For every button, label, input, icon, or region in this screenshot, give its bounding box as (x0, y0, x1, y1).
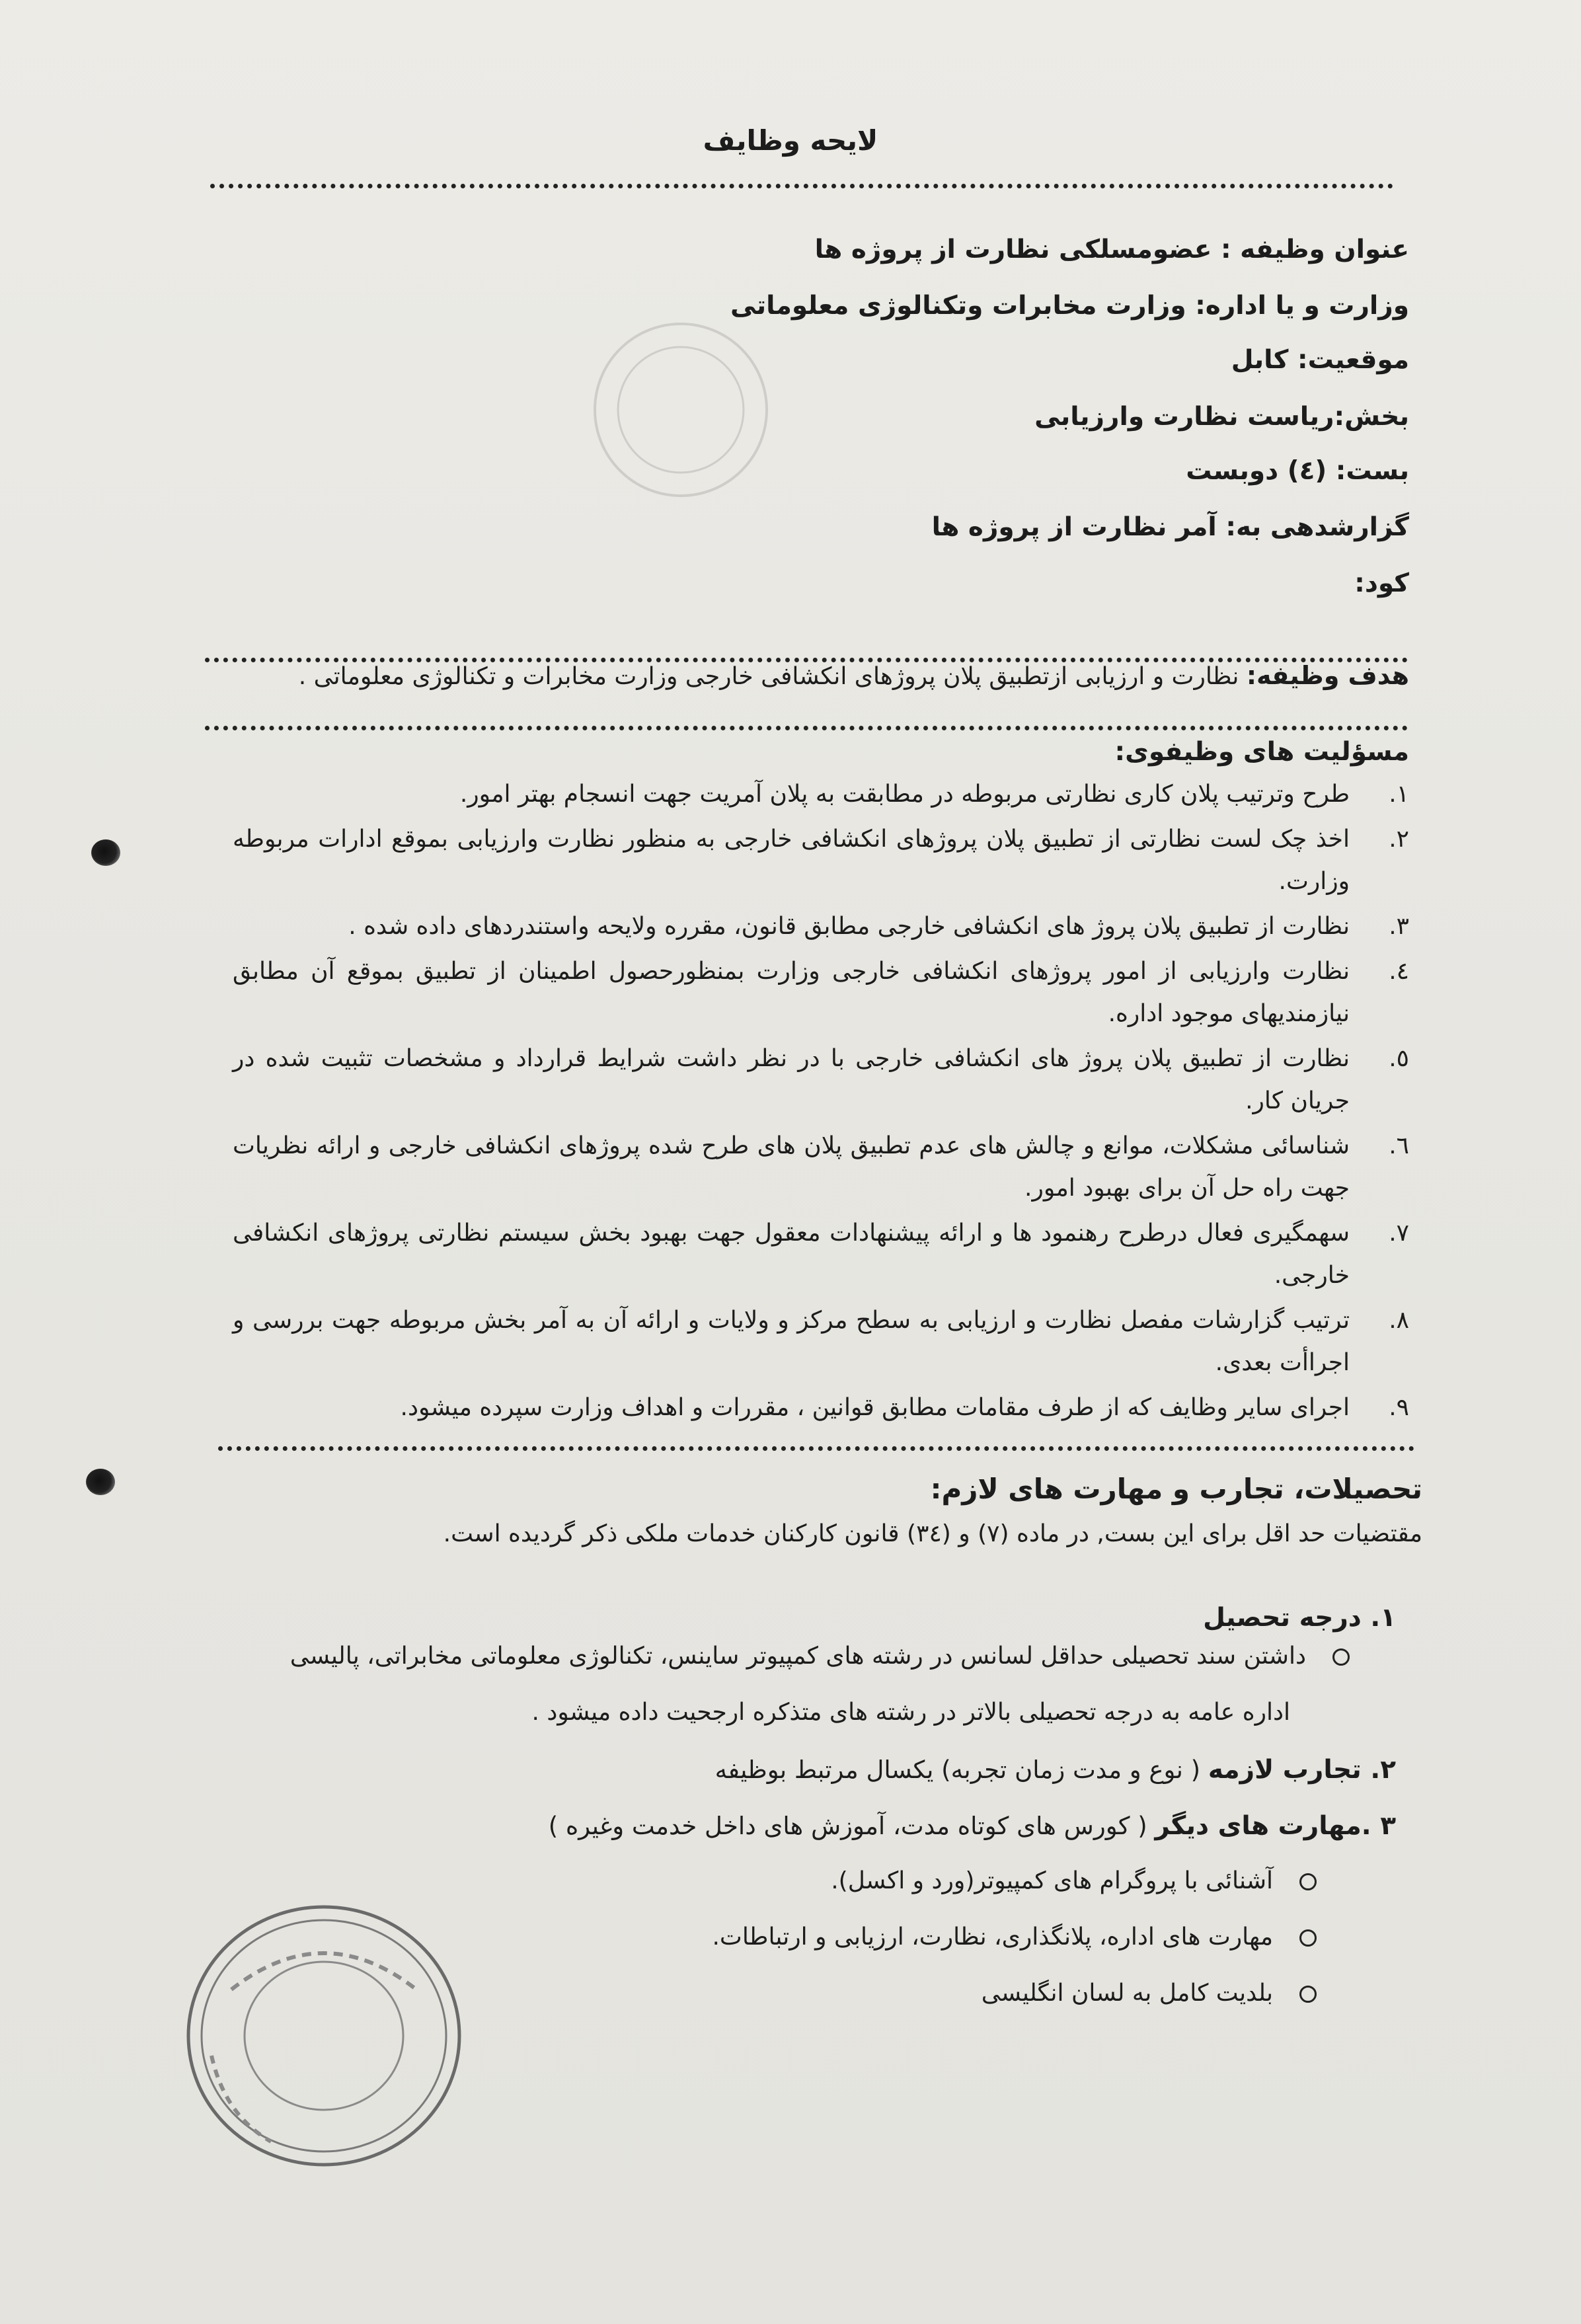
list-item: ۱. طرح وترتیب پلان کاری نظارتی مربوطه در مطابقت به پلان آمریت جهت انسجام بهتر امور. (459, 781, 1409, 808)
list-item: ۹. اجرای سایر وظایف که از طرف مقامات مطابق قوانین ، مقررات و اهداف وزارت سپرده میشود. (400, 1394, 1409, 1421)
circle-bullet-icon (1299, 1873, 1317, 1890)
circle-bullet-icon (1299, 1986, 1317, 2003)
skill-bullet: مهارت های اداره، پلانگذاری، نظارت، ارزیابی و ارتباطات. (523, 1923, 1317, 1951)
degree-bullet-continued: اداره عامه به درجه تحصیلی بالاتر در رشته های متذکره ارجحیت داده میشود . (531, 1699, 1290, 1726)
field-location: موقعیت: کابل (1231, 345, 1409, 375)
list-item: ۸. ترتیب گزارشات مفصل نظارت و ارزیابی به سطح مرکز و ولایات و ارائه آن به آمر بخش مربوطه جهت بررسی و اجراأت بعدی. (233, 1307, 1409, 1376)
circle-bullet-icon (1332, 1648, 1350, 1666)
degree-bullet: داشتن سند تحصیلی حداقل لسانس در رشته های کمپیوتر ساینس، تکنالوژی معلوماتی مخابراتی، پالیسی (226, 1643, 1350, 1670)
field-job-title: عنوان وظیفه : عضومسلکی نظارت از پروژه ها (814, 235, 1409, 264)
field-department: بخش:ریاست نظارت وارزیابی (1034, 402, 1409, 432)
experience-heading: ۲. تجارب لازمه ( نوع و مدت زمان تجربه) یکسال مرتبط بوظیفه (714, 1755, 1396, 1785)
divider-goal-bottom (205, 726, 1408, 730)
responsibilities-list (233, 773, 1409, 1432)
skills-heading: ۳ .مهارت های دیگر ( کورس های کوتاه مدت، آموزش های داخل خدمت وغیره ) (548, 1811, 1396, 1841)
skill-bullet: آشنائی با پروگرام های کمپیوتر(ورد و اکسل). (523, 1867, 1317, 1894)
circle-bullet-icon (1299, 1929, 1317, 1947)
education-title: تحصیلات، تجارب و مهارت های لازم: (930, 1473, 1422, 1505)
goal-text: نظارت و ارزیابی ازتطبیق پلان پروژهای انکشافی خارجی وزارت مخابرات و تکنالوژی معلوماتی . (298, 663, 1239, 690)
document-title: لایحه وظایف (703, 124, 878, 157)
field-ministry: وزارت و یا اداره: وزارت مخابرات وتکنالوژی معلوماتی (730, 291, 1409, 321)
list-item: ٥. نظارت از تطبیق پلان پروژ های انکشافی خارجی با در نظر داشت شرایط قرارداد و مشخصات تثبیت شده در جریان کار. (233, 1045, 1409, 1114)
list-item: ۲. اخذ چک لست نظارتی از تطبیق پلان پروژهای انکشافی خارجی به منظور نظارت وارزیابی بموقع ادارات مربوطه وزارت. (233, 826, 1409, 895)
punch-hole-icon (86, 1469, 115, 1495)
job-goal (180, 661, 1409, 690)
degree-heading: ۱. درجه تحصیل (1203, 1603, 1396, 1633)
list-item: ۳. نظارت از تطبیق پلان پروژ های انکشافی خارجی مطابق قانون، مقرره ولایحه واستندردهای داده شده . (348, 913, 1409, 940)
goal-label: هدف وظیفه: (1246, 661, 1409, 690)
field-grade: بست: (٤) دوبست (1186, 456, 1409, 486)
divider-education (218, 1446, 1414, 1451)
round-stamp-icon (172, 1890, 476, 2181)
skill-bullet: بلدیت کامل به لسان انگلیسی (523, 1980, 1317, 2007)
list-item: ۷. سهمگیری فعال درطرح رهنمود ها و ارائه پیشنهادات معقول جهت بهبود بخش سیستم نظارتی پروژهای انکشافی خارجی. (233, 1220, 1409, 1289)
list-item: ٦. شناسائی مشکلات، موانع و چالش های عدم تطبیق پلان های طرح شده پروژهای انکشافی خارجی و ارائه نظریات جهت راه حل آن برای بهبود امور. (233, 1132, 1409, 1202)
divider-top (210, 184, 1393, 188)
field-reports-to: گزارشدهی به: آمر نظارت از پروژه ها (931, 512, 1409, 542)
list-item: ٤. نظارت وارزیابی از امور پروژهای انکشافی خارجی وزارت بمنظورحصول اطمینان از تطبیق بموقع آن مطابق نیازمندیهای موجود اداره. (233, 958, 1409, 1027)
education-intro: مقتضیات حد اقل برای این بست, در ماده (۷) و (٣٤) قانون کارکنان خدمات ملکی ذکر گردیده است. (443, 1520, 1422, 1547)
field-code: کود: (1354, 568, 1409, 598)
punch-hole-icon (91, 839, 120, 866)
responsibilities-title: مسؤلیت های وظیفوی: (1114, 737, 1409, 767)
